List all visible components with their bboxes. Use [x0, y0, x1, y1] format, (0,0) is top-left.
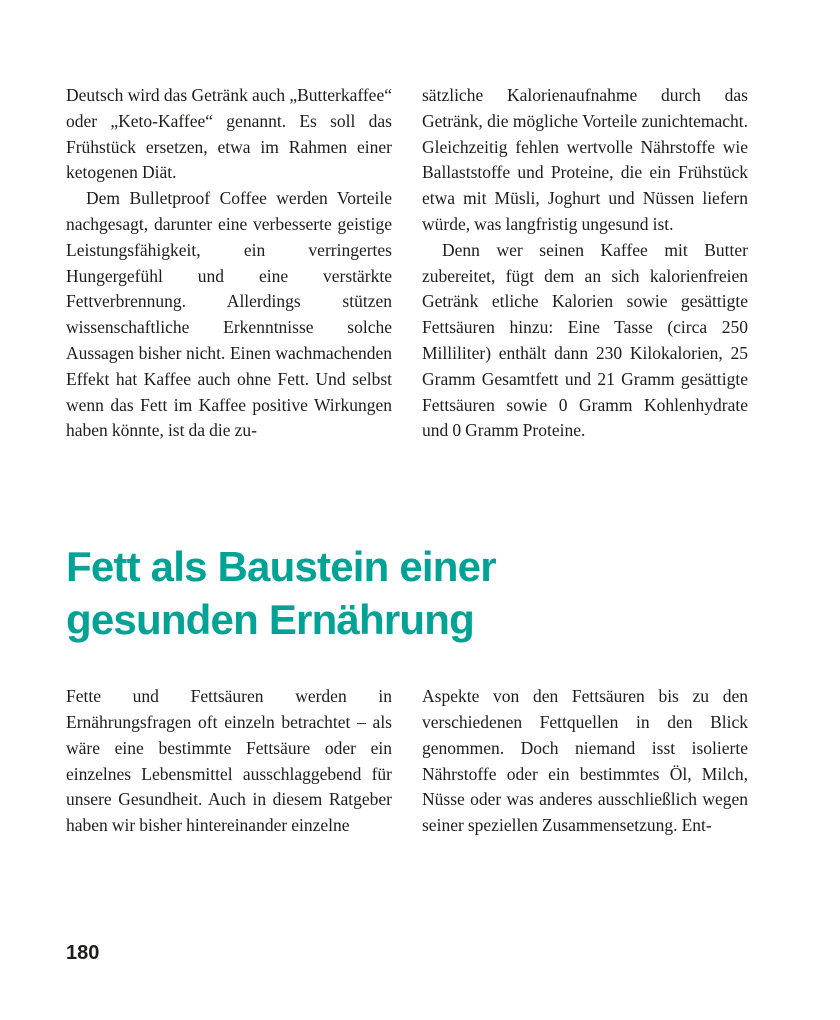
paragraph: Fette und Fettsäuren werden in Ernährungsfragen oft einzeln betrachtet – als wäre eine bestimmte Fettsäure oder ein einzelnes Lebensmittel ausschlaggebend für unsere Gesundheit. Auch in diesem Ratgeber haben wir bisher hintereinander einzelne [66, 686, 392, 836]
section-heading-line-2: gesunden Ernährung [66, 596, 474, 644]
bottom-left-column [66, 684, 392, 839]
section-heading-line-1: Fett als Baustein einer [66, 543, 496, 591]
paragraph: Dem Bulletproof Coffee werden Vorteile nachgesagt, darunter eine verbesserte geistige Leistungsfähigkeit, ein verringertes Hungergefühl und eine verstärkte Fettverbrennung. Allerdings stützen wissenschaftliche Erkenntnisse solche Aussagen bisher nicht. Einen wachmachenden Effekt hat Kaffee auch ohne Fett. Und selbst wenn das Fett im Kaffee positive Wirkungen haben könnte, ist da die zu- [66, 188, 392, 441]
page-number: 180 [66, 942, 100, 964]
paragraph: Aspekte von den Fettsäuren bis zu den verschiedenen Fettquellen in den Blick genommen. Doch niemand isst isolierte Nährstoffe oder ein bestimmtes Öl, Milch, Nüsse oder was anderes ausschließlich wegen seiner speziellen Zusammensetzung. Ent- [422, 686, 748, 836]
section-heading [66, 540, 748, 646]
paragraph: Denn wer seinen Kaffee mit Butter zubereitet, fügt dem an sich kalorienfreien Getränk etliche Kalorien sowie gesättigte Fettsäuren hinzu: Eine Tasse (circa 250 Milliliter) enthält dann 230 Kilokalorien, 25 Gramm Gesamtfett und 21 Gramm gesättigte Fettsäuren sowie 0 Gramm Kohlenhydrate und 0 Gramm Proteine. [422, 239, 748, 441]
bottom-text-section [66, 684, 748, 839]
top-left-column [66, 83, 392, 444]
top-text-section [66, 83, 748, 444]
top-right-column [422, 83, 748, 444]
paragraph: sätzliche Kalorienaufnahme durch das Getränk, die mögliche Vorteile zunichtemacht. Gleichzeitig fehlen wertvolle Nährstoffe wie Ballaststoffe und Proteine, die ein Frühstück etwa mit Müsli, Joghurt und Nüssen liefern würde, was langfristig ungesund ist. [422, 85, 748, 234]
paragraph: Deutsch wird das Getränk auch „Butterkaffee“ oder „Keto-Kaffee“ genannt. Es soll das Frühstück ersetzen, etwa im Rahmen einer ketogenen Diät. [66, 85, 392, 183]
bottom-right-column [422, 684, 748, 839]
